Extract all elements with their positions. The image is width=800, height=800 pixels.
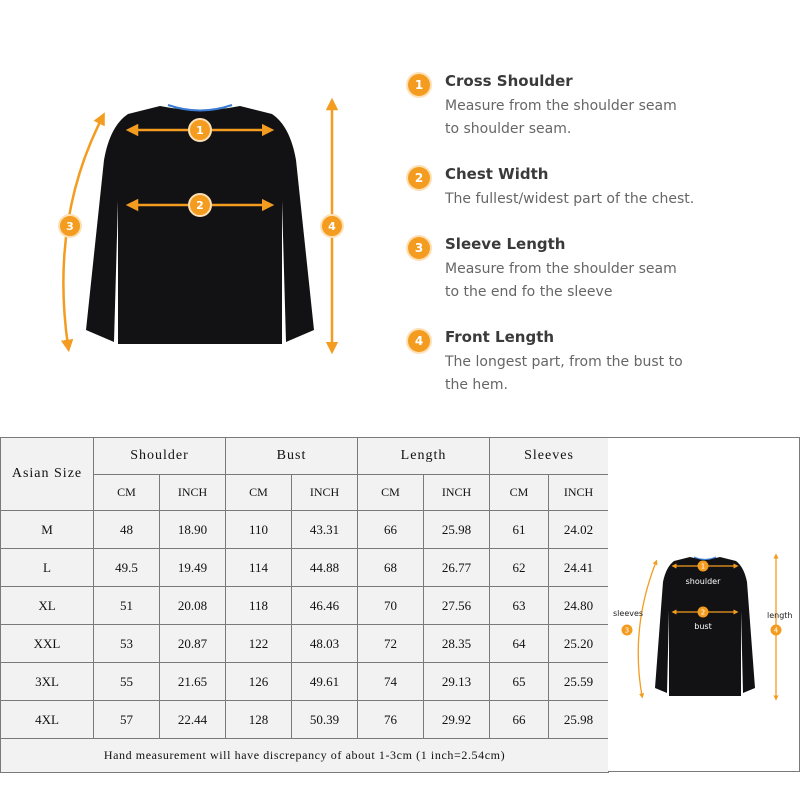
label-bust: bust: [694, 622, 712, 631]
table-cell: 22.44: [160, 701, 226, 739]
unit-header: INCH: [424, 475, 490, 511]
shirt-diagram-small: [612, 548, 798, 708]
table-cell: 49.5: [94, 549, 160, 587]
table-cell: 128: [226, 701, 292, 739]
table-cell: 44.88: [292, 549, 358, 587]
guide-number-badge: 3: [408, 237, 430, 259]
table-cell: 114: [226, 549, 292, 587]
guide-description: Measure from the shoulder seam to shoulder seam.: [445, 98, 677, 137]
table-cell: 25.20: [549, 625, 609, 663]
table-cell: 24.41: [549, 549, 609, 587]
guide-number-badge: 1: [408, 74, 430, 96]
guide-number-badge: 2: [408, 167, 430, 189]
guide-number-badge: 4: [408, 330, 430, 352]
size-table: [0, 437, 609, 773]
table-cell: 68: [358, 549, 424, 587]
table-cell: 61: [490, 511, 549, 549]
svg-text:1: 1: [196, 124, 204, 137]
table-row: [1, 549, 609, 587]
shirt-diagram: [40, 80, 360, 370]
size-cell: 4XL: [1, 701, 94, 739]
svg-text:2: 2: [196, 199, 204, 212]
unit-header: INCH: [549, 475, 609, 511]
table-cell: 57: [94, 701, 160, 739]
table-cell: 74: [358, 663, 424, 701]
label-length: length: [767, 611, 793, 620]
svg-text:4: 4: [773, 626, 779, 635]
svg-text:3: 3: [624, 626, 630, 635]
svg-text:4: 4: [328, 220, 336, 233]
table-cell: 28.35: [424, 625, 490, 663]
table-cell: 70: [358, 587, 424, 625]
table-cell: 20.87: [160, 625, 226, 663]
size-chart: [0, 437, 608, 772]
unit-header: INCH: [292, 475, 358, 511]
table-cell: 24.80: [549, 587, 609, 625]
size-cell: 3XL: [1, 663, 94, 701]
group-header-sleeves: Sleeves: [490, 438, 609, 475]
marker-2: [698, 607, 709, 618]
label-shoulder: shoulder: [685, 577, 721, 586]
size-cell: M: [1, 511, 94, 549]
svg-text:1: 1: [700, 562, 706, 571]
svg-text:2: 2: [700, 608, 706, 617]
size-cell: XL: [1, 587, 94, 625]
unit-header: INCH: [160, 475, 226, 511]
size-cell: L: [1, 549, 94, 587]
marker-3: [59, 215, 81, 237]
table-cell: 110: [226, 511, 292, 549]
unit-header: CM: [94, 475, 160, 511]
table-cell: 27.56: [424, 587, 490, 625]
guide-title: Front Length: [445, 328, 555, 346]
marker-4: [771, 625, 782, 636]
unit-header: CM: [490, 475, 549, 511]
marker-3: [622, 625, 633, 636]
table-cell: 29.13: [424, 663, 490, 701]
table-cell: 49.61: [292, 663, 358, 701]
measurement-note: Hand measurement will have discrepancy of about 1-3cm (1 inch=2.54cm): [1, 739, 609, 773]
table-cell: 48.03: [292, 625, 358, 663]
table-cell: 48: [94, 511, 160, 549]
table-cell: 51: [94, 587, 160, 625]
table-cell: 55: [94, 663, 160, 701]
table-cell: 29.92: [424, 701, 490, 739]
table-cell: 118: [226, 587, 292, 625]
marker-4: [321, 215, 343, 237]
size-column-header: Asian Size: [1, 438, 94, 511]
table-row: [1, 511, 609, 549]
table-cell: 122: [226, 625, 292, 663]
table-cell: 25.98: [549, 701, 609, 739]
table-cell: 64: [490, 625, 549, 663]
unit-header: CM: [358, 475, 424, 511]
marker-2: [189, 194, 211, 216]
marker-1: [698, 561, 709, 572]
table-cell: 76: [358, 701, 424, 739]
table-cell: 26.77: [424, 549, 490, 587]
table-cell: 20.08: [160, 587, 226, 625]
guide-description: The longest part, from the bust to the hem.: [445, 354, 683, 393]
table-row: [1, 701, 609, 739]
guide-title: Chest Width: [445, 165, 549, 183]
table-cell: 19.49: [160, 549, 226, 587]
table-row: [1, 587, 609, 625]
table-cell: 25.59: [549, 663, 609, 701]
table-cell: 18.90: [160, 511, 226, 549]
marker-1: [189, 119, 211, 141]
table-cell: 66: [358, 511, 424, 549]
unit-header: CM: [226, 475, 292, 511]
table-cell: 53: [94, 625, 160, 663]
table-cell: 62: [490, 549, 549, 587]
table-cell: 43.31: [292, 511, 358, 549]
guide-description: Measure from the shoulder seam to the end fo the sleeve: [445, 261, 677, 300]
table-row: [1, 625, 609, 663]
guide-description: The fullest/widest part of the chest.: [445, 191, 695, 207]
svg-text:3: 3: [66, 220, 74, 233]
size-cell: XXL: [1, 625, 94, 663]
table-cell: 72: [358, 625, 424, 663]
group-header-shoulder: Shoulder: [94, 438, 226, 475]
table-cell: 126: [226, 663, 292, 701]
table-cell: 50.39: [292, 701, 358, 739]
guide-title: Sleeve Length: [445, 235, 566, 253]
table-cell: 24.02: [549, 511, 609, 549]
table-cell: 63: [490, 587, 549, 625]
table-cell: 66: [490, 701, 549, 739]
table-cell: 65: [490, 663, 549, 701]
group-header-length: Length: [358, 438, 490, 475]
table-cell: 25.98: [424, 511, 490, 549]
label-sleeves: sleeves: [613, 609, 644, 618]
table-cell: 21.65: [160, 663, 226, 701]
guide-title: Cross Shoulder: [445, 72, 573, 90]
table-cell: 46.46: [292, 587, 358, 625]
table-row: [1, 663, 609, 701]
group-header-bust: Bust: [226, 438, 358, 475]
